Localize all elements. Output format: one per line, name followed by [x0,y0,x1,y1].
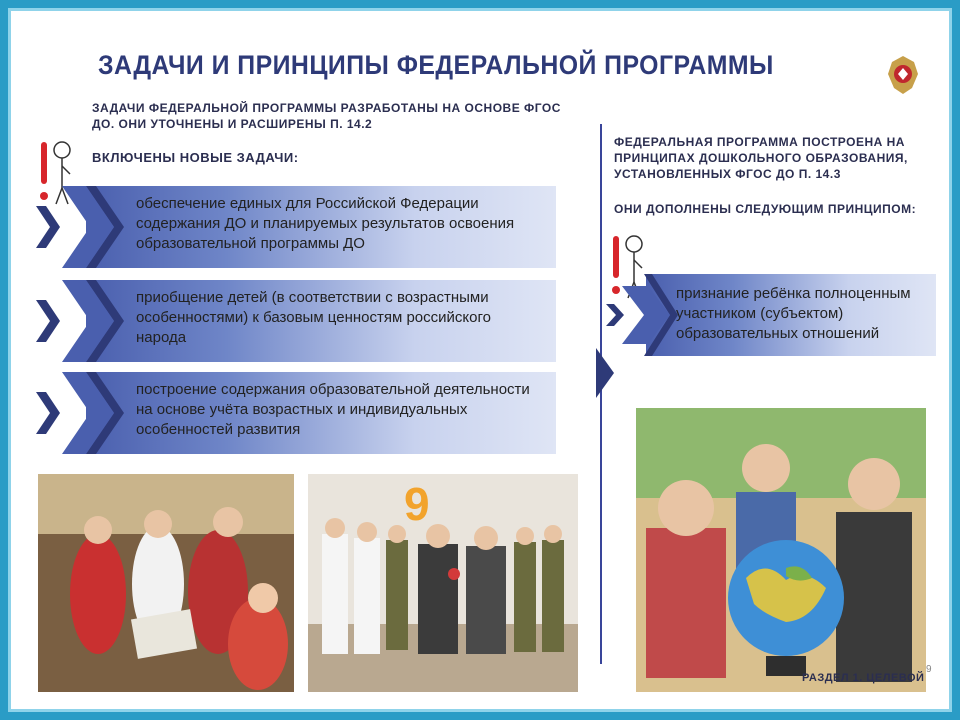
task-item-3 [36,372,556,454]
tasks-intro: ЗАДАЧИ ФЕДЕРАЛЬНОЙ ПРОГРАММЫ РАЗРАБОТАНЫ НА ОСНОВЕ ФГОС ДО. ОНИ УТОЧНЕНЫ И РАСШИРЕНЫ П. 14.2 [92,101,561,131]
chevron-icon [36,372,136,454]
task-text: построение содержания образовательной деятельности на основе учёта возрастных и индивидуальных особенностей развития [136,381,530,438]
chevron-icon [606,274,686,356]
principle-text: признание ребёнка полноценным участником (субъектом) образовательных отношений [676,285,911,342]
principles-subhead: ОНИ ДОПОЛНЕНЫ СЛЕДУЮЩИМ ПРИНЦИПОМ: [614,202,917,216]
task-number: 3 [66,400,77,420]
task-item-1 [36,186,556,268]
svg-text:9: 9 [404,478,430,530]
emblem-icon [884,54,922,96]
principles-intro: ФЕДЕРАЛЬНАЯ ПРОГРАММА ПОСТРОЕНА НА ПРИНЦИПАХ ДОШКОЛЬНОГО ОБРАЗОВАНИЯ, УСТАНОВЛЕННЫХ ФГОС ДО П. 14.3 [614,135,908,181]
photo-folk-costumes [38,474,294,692]
photo-veterans [308,474,578,692]
task-text: обеспечение единых для Российской Федерации содержания ДО и планируемых результатов освоения образовательной программы ДО [136,195,515,252]
task-item-2 [36,280,556,362]
principle-item [606,274,936,356]
task-number: 2 [66,308,77,328]
slide-title: ЗАДАЧИ И ПРИНЦИПЫ ФЕДЕРАЛЬНОЙ ПРОГРАММЫ [98,50,774,80]
section-caption: РАЗДЕЛ 1. ЦЕЛЕВОЙ [802,672,925,684]
chevron-icon [36,186,136,268]
task-number: 1 [66,214,77,234]
page-number: 9 [926,664,932,675]
chevron-icon [36,280,136,362]
task-text: приобщение детей (в соответствии с возрастными особенностями) к базовым ценностям российского народа [136,289,491,346]
tasks-subhead: ВКЛЮЧЕНЫ НОВЫЕ ЗАДАЧИ: [92,150,299,165]
photo-globe [636,408,926,692]
slide [16,14,944,706]
